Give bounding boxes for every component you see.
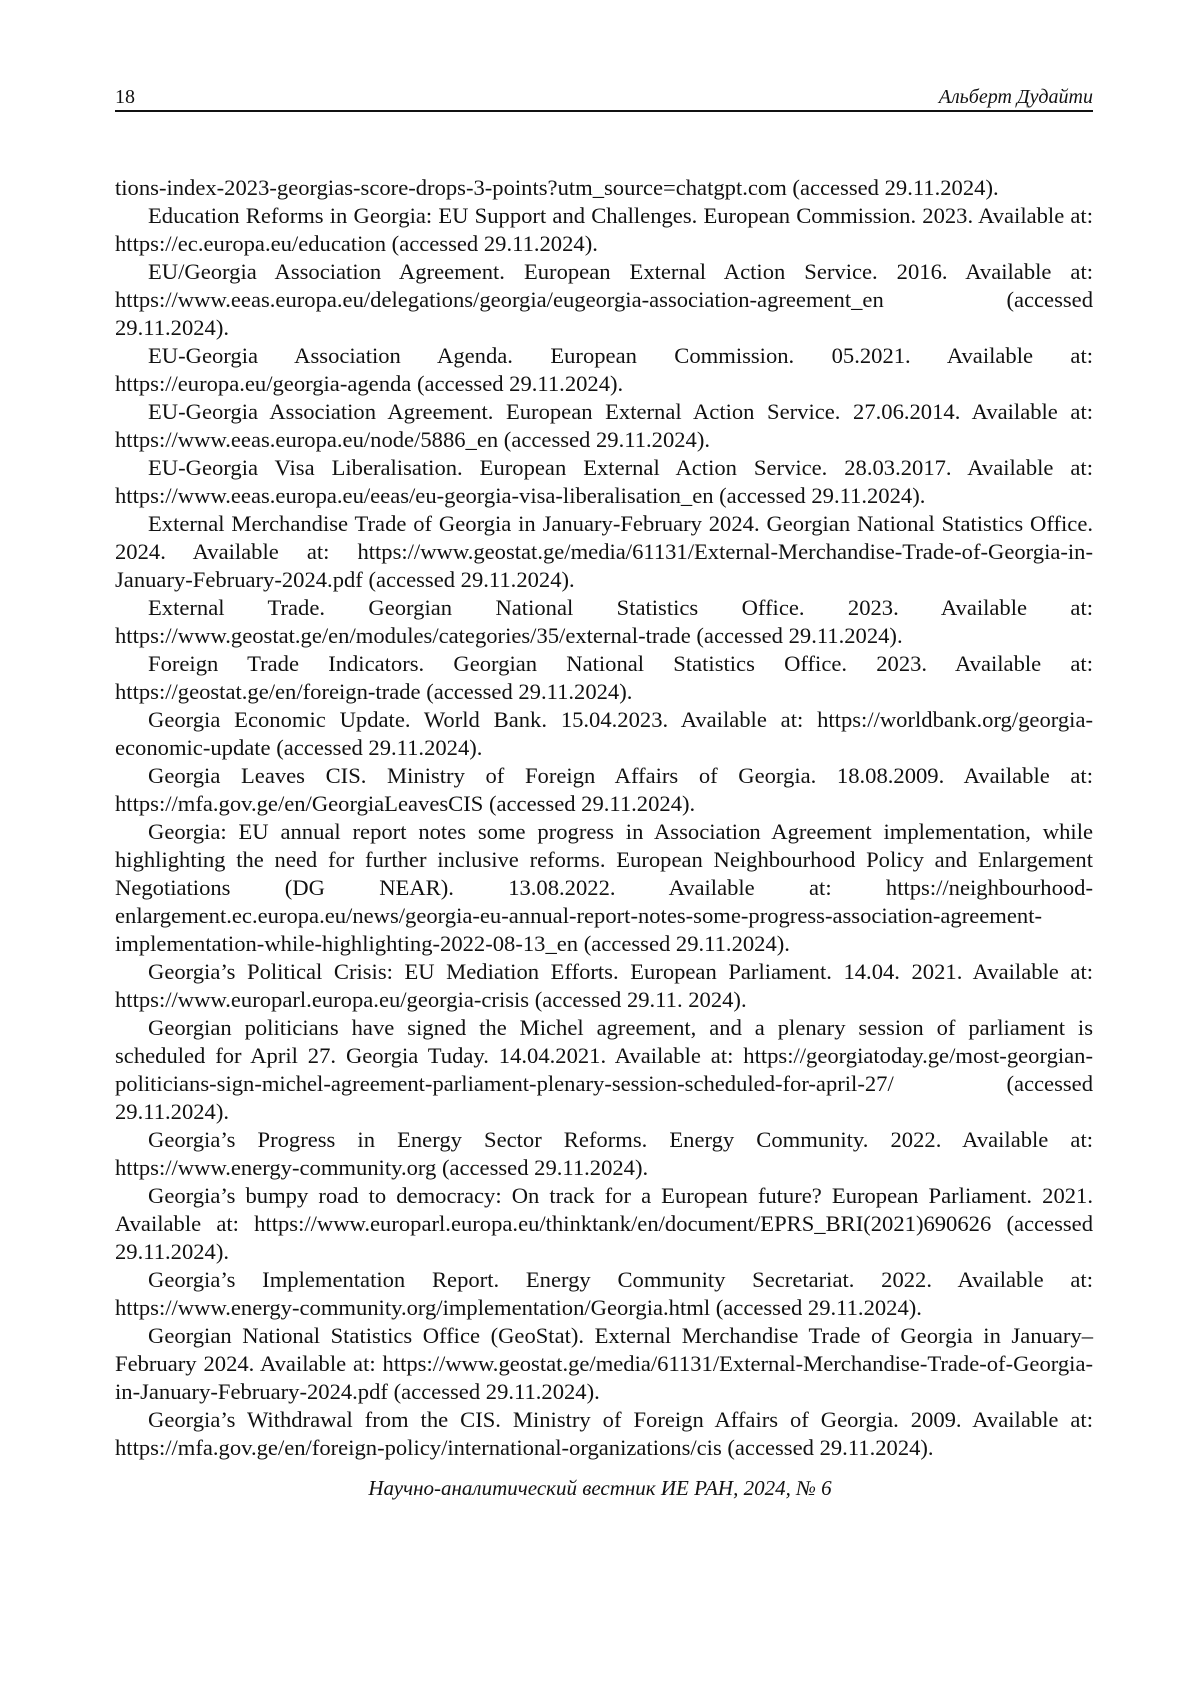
running-head-author: Альберт Дудайти — [938, 86, 1093, 108]
reference-item: Georgia Leaves CIS. Ministry of Foreign Affairs of Georgia. 18.08.2009. Available at: https://mfa.gov.ge/en/GeorgiaLeavesCIS (accessed 29.11.2024). — [115, 763, 1093, 816]
reference-item: External Trade. Georgian National Statistics Office. 2023. Available at: https://www.geostat.ge/en/modules/categories/35/external-trade (accessed 29.11.2024). — [115, 595, 1093, 648]
reference-item: EU/Georgia Association Agreement. European External Action Service. 2016. Available at: https://www.eeas.europa.eu/delegations/georgia/eugeorgia-association-agreement_en (accessed 29.11.2024). — [115, 259, 1093, 340]
reference-item: Georgia’s Implementation Report. Energy Community Secretariat. 2022. Available at: https://www.energy-community.org/implementation/Georgia.html (accessed 29.11.2024). — [115, 1267, 1093, 1320]
reference-item: EU-Georgia Visa Liberalisation. European External Action Service. 28.03.2017. Available at: https://www.eeas.europa.eu/eeas/eu-georgia-visa-liberalisation_en (accessed 29.11.2024). — [115, 455, 1093, 508]
reference-item: EU-Georgia Association Agenda. European Commission. 05.2021. Available at: https://europa.eu/georgia-agenda (accessed 29.11.2024). — [115, 343, 1093, 396]
reference-item: Georgia’s bumpy road to democracy: On track for a European future? European Parliament. 2021. Available at: https://www.europarl.europa.eu/thinktank/en/document/EPRS_BRI(2021)690626 (accessed 29.11.2024). — [115, 1183, 1093, 1264]
reference-item: Georgia’s Withdrawal from the CIS. Ministry of Foreign Affairs of Georgia. 2009. Available at: https://mfa.gov.ge/en/foreign-policy/international-organizations/cis (accessed 29.11.2024). — [115, 1407, 1093, 1460]
reference-list — [115, 174, 1093, 1462]
reference-item: EU-Georgia Association Agreement. European External Action Service. 27.06.2014. Available at: https://www.eeas.europa.eu/node/5886_en (accessed 29.11.2024). — [115, 399, 1093, 452]
reference-item: Georgia Economic Update. World Bank. 15.04.2023. Available at: https://worldbank.org/georgia-economic-update (accessed 29.11.2024). — [115, 707, 1093, 760]
reference-item: Georgian politicians have signed the Michel agreement, and a plenary session of parliament is scheduled for April 27. Georgia Tuday. 14.04.2021. Available at: https://georgiatoday.ge/most-georgian-politicians-sign-michel-agreement-parliament-plenary-session-scheduled-for-april-27/ (accessed 29.11.2024). — [115, 1015, 1093, 1124]
reference-item: Foreign Trade Indicators. Georgian National Statistics Office. 2023. Available at: https://geostat.ge/en/foreign-trade (accessed 29.11.2024). — [115, 651, 1093, 704]
reference-item: Georgia’s Progress in Energy Sector Reforms. Energy Community. 2022. Available at: https://www.energy-community.org (accessed 29.11.2024). — [115, 1127, 1093, 1180]
page-number: 18 — [115, 86, 135, 108]
journal-footer: Научно-аналитический вестник ИЕ РАН, 2024, № 6 — [368, 1476, 832, 1500]
reference-item: Education Reforms in Georgia: EU Support and Challenges. European Commission. 2023. Available at: https://ec.europa.eu/education (accessed 29.11.2024). — [115, 203, 1093, 256]
reference-item: tions-index-2023-georgias-score-drops-3-points?utm_source=chatgpt.com (accessed 29.11.2024). — [115, 175, 999, 200]
reference-item: Georgia’s Political Crisis: EU Mediation Efforts. European Parliament. 14.04. 2021. Available at: https://www.europarl.europa.eu/georgia-crisis (accessed 29.11. 2024). — [115, 959, 1093, 1012]
reference-item: Georgian National Statistics Office (GeoStat). External Merchandise Trade of Georgia in January–February 2024. Available at: https://www.geostat.ge/media/61131/External-Merchandise-Trade-of-Georgia-in-January-February-2024.pdf (accessed 29.11.2024). — [115, 1323, 1093, 1404]
page-header — [115, 86, 1093, 112]
reference-item: External Merchandise Trade of Georgia in January-February 2024. Georgian National Statistics Office. 2024. Available at: https://www.geostat.ge/media/61131/External-Merchandise-Trade-of-Georgia-in-January-February-2024.pdf (accessed 29.11.2024). — [115, 511, 1093, 592]
reference-item: Georgia: EU annual report notes some progress in Association Agreement implementation, while highlighting the need for further inclusive reforms. European Neighbourhood Policy and Enlargement Negotiations (DG NEAR). 13.08.2022. Available at: https://neighbourhood-enlargement.ec.europa.eu/news/georgia-eu-annual-report-notes-some-progress-association-agreement-implementation-while-highlighting-2022-08-13_en (accessed 29.11.2024). — [115, 819, 1093, 956]
